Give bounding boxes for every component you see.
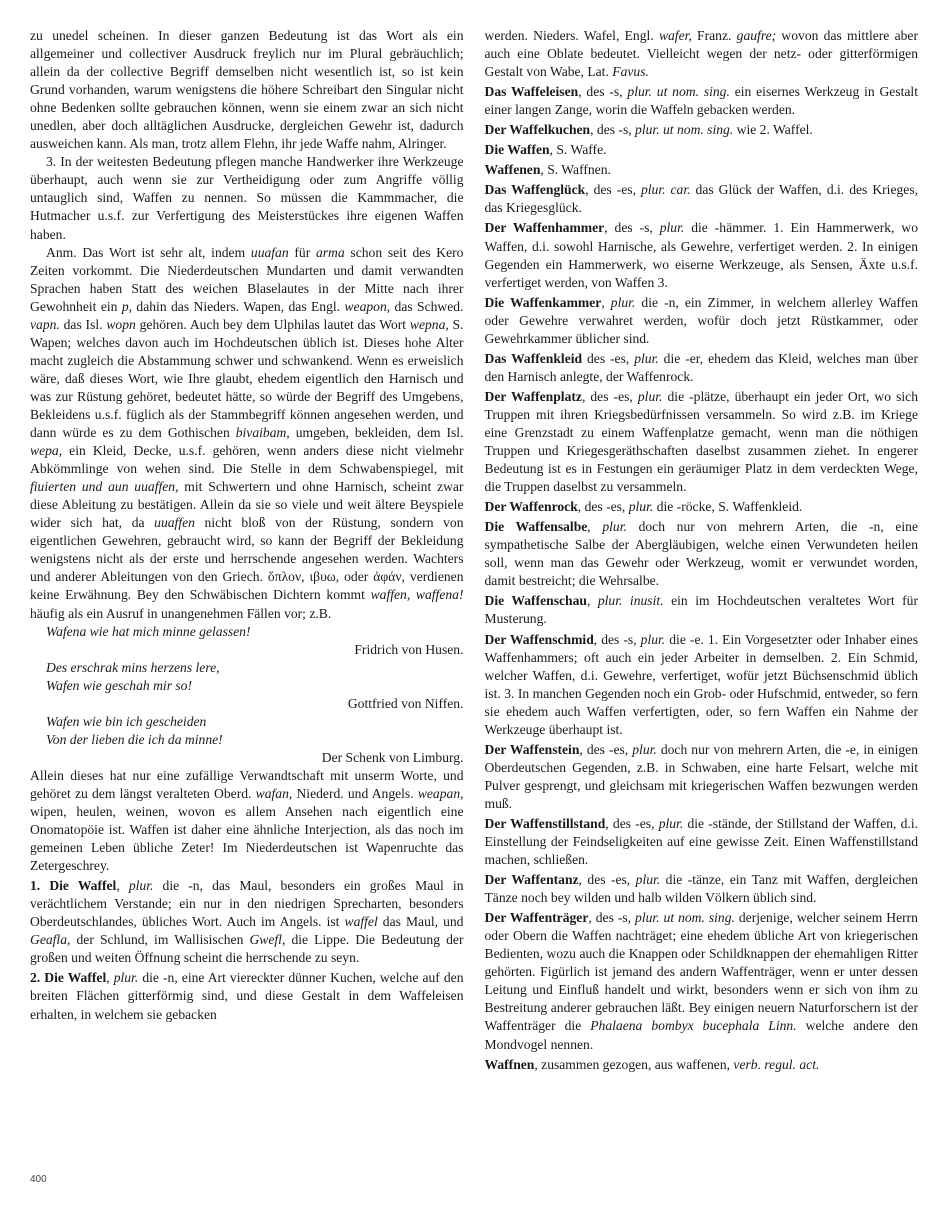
entry-headword: Die Waffensalbe xyxy=(484,519,588,535)
entry-headword: Die Waffenschau xyxy=(484,593,587,609)
verse-attribution: Fridrich von Husen. xyxy=(354,641,464,657)
entry-waffengluck: Das Waffenglück, des -es, plur. car. das Glück der Waffen, d.i. des Krieges, das Kriegesglück. xyxy=(484,182,919,216)
paragraph-sense-3: 3. In der weitesten Bedeutung pflegen manche Handwerker ihre Werkzeuge überhaupt, auch wenn sie zur Vertheidigung oder zum Angriffe völlig untauglich sind, Waffen zu nennen. So müssen die Kammmacher, die Hutmacher u.s.f. zur Verfertigung des Meisterstückes ihre eigenen Waffen haben. xyxy=(30,154,464,242)
entry-waffenhammer: Der Waffenhammer, des -s, plur. die -hämmer. 1. Ein Hammerwerk, wo Waffen, d.i. sowohl Harnische, als Gewehre, verfertiget werden. 2. In einigen Gegenden ein Hammerwerk, wo eiserne Werkzeuge, als Sensen, Äxte u.s.f. verfertiget werden, von Waffen 3. xyxy=(484,220,918,290)
entry-waffenrock: Der Waffenrock, des -es, plur. die -röcke, S. Waffenkleid. xyxy=(484,499,803,515)
entry-waffenkammer: Die Waffenkammer, plur. die -n, ein Zimmer, in welchem allerley Waffen oder Gewehre verwahret werden, wofür doch jetzt Rüstkammer, oder Gewehrkammer üblicher sind. xyxy=(484,294,919,346)
verse-attribution: Der Schenk von Limburg. xyxy=(321,749,464,765)
verse-attribution: Gottfried von Niffen. xyxy=(347,695,464,711)
paragraph-continuation: zu unedel scheinen. In dieser ganzen Bedeutung ist das Wort als ein allgemeiner und collectiver Ausdruck freylich nur im Plural gebräuchlich; allein da der collective Begriff demselben nicht wesentlich ist, so ist kein Grund vorhanden, warum wenigstens die höhere Schreibart den Singular nicht ohne Bedenken sollte gebrauchen können, wenn sie einem zwar an sich nicht unedlen, aber doch alltäglichen Ausdrucke, dergleichen Gewehr ist, dadurch ausweichen kann. Als man, trotz allem Flehn, ihr jede Waffe nahm, Alringer. xyxy=(30,28,464,152)
entry-continuation: werden. Nieders. Wafel, Engl. wafer, Franz. gaufre; wovon das mittlere aber auch eine Oblate bedeutet. Vielleicht wegen der netz- oder gitterförmigen Gestalt von Wabe, Lat. Favus. xyxy=(484,28,918,80)
entry-headword: Der Waffenplatz xyxy=(484,388,582,404)
entry-headword: Der Waffelkuchen xyxy=(484,122,591,138)
entry-headword: Der Waffenhammer xyxy=(484,220,605,236)
entry-headword: Das Waffenglück xyxy=(484,182,586,198)
annotation-paragraph: Anm. Das Wort ist sehr alt, indem uuafan für arma schon seit des Kero Zeiten vorkommt. Die Niederdeutschen Mundarten und damit verwandten Sprachen haben Statt des weichen Blaselautes in der Mitte nach ihrer Gewohnheit ein p, dahin das Nieders. Wapen, das Engl. weapon, das Schwed. vapn. das Isl. wopn gehören. Auch bey dem Ulphilas lautet das Wort wepna, S. Wapen; welches davon auch im Hochdeutschen üblich ist. Dieses hohe Alter macht zugleich die Abstammung schwer und schwankend. Wenn es erweislich wäre, daß dieses Wort, wie Ihre glaubt, ehedem eigentlich den Harnisch und was zur Rüstung gehöret, bedeutet hätte, so würde der Begriff des Umgebens, Bekleidens u.s.f. füglich als der Stammbegriff können angesehen werden, und dann würde es zu dem Gothischen bivaibam, umgeben, bekleiden, dem Isl. wepa, ein Kleid, Decke, u.s.f. gehören, wenn anders diese nicht vielmehr Abkömmlinge von wehen sind. Die Stelle in dem Schwabenspiegel, mit fiuierten und aun uuaffen, mit Schwertern und ohne Harnisch, scheint zwar diese Ableitung zu bestätigen. Allein da sie so viele und weit ältere Beyspiele wider sich hat, da uuaffen nicht bloß von der Rüstung, sondern von eigentlichen Gewehren, gebraucht wird, so kann der Begriff der Bekleidung wenigstens nicht als der erste und herrschende angesehen werden. Wachters und anderer Ableitungen von den Griech. ὅπλον, ιβυω, oder ἀφάν, verdienen keine Erwähnung. Bey den Schwäbischen Dichtern kommt waffen, waffena! häufig als ein Ausruf in unangenehmen Fällen vor; z.B. xyxy=(30,244,464,621)
entry-headword: Der Waffenstein xyxy=(484,741,580,757)
entry-waffel-2: 2. Die Waffel, plur. die -n, eine Art viereckter dünner Kuchen, welche auf den breiten Flächen gitterförmig sind, und diese Gestalt in dem Waffeleisen erhalten, in welchem sie gebacken xyxy=(30,970,464,1022)
entry-waffenplatz: Der Waffenplatz, des -es, plur. die -plätze, überhaupt ein jeder Ort, wo sich Truppen mit ihren Kriegsbedürfnissen versammeln. So wird z.B. im Kriege eine Grenzstadt zu einem Waffenplatze gemacht, wenn man die nöthigen Truppen und Kriegesgeräthschaften daselbst zusammen ziehet. In engerer Bedeutung ist es in Festungen ein geräumiger Platz in dem verdeckten Wege, die Truppen daselbst zu versammeln. xyxy=(484,388,918,495)
entry-headword: Waffnen xyxy=(484,1056,535,1072)
entry-headword: Das Waffenkleid xyxy=(484,350,583,366)
entry-headword: Der Waffenrock xyxy=(484,499,578,515)
entry-headword: 1. Die Waffel xyxy=(30,878,117,894)
entry-headword: Die Waffenkammer xyxy=(484,294,602,310)
entry-headword: Waffenen xyxy=(484,162,541,178)
entry-waffenen: Waffenen, S. Waffnen. xyxy=(484,162,611,178)
entry-waffensalbe: Die Waffensalbe, plur. doch nur von mehrern Arten, die -n, eine sympathetische Salbe der Abergläubigen, welche einen Verwundeten heilen soll, wenn man das Gewehr oder Werkzeug, womit er verwundet worden, damit bestreicht; die Wehrsalbe. xyxy=(484,519,919,589)
entry-headword: Das Waffeleisen xyxy=(484,84,579,100)
entry-waffenstillstand: Der Waffenstillstand, des -es, plur. die -stände, der Stillstand der Waffen, d.i. Einstellung der Feindseligkeiten auf eine gewisse Zeit. Einen Waffenstillstand machen, schließen. xyxy=(484,815,918,868)
entry-waffenkleid: Das Waffenkleid des -es, plur. die -er, ehedem das Kleid, welches man über den Harnisch anlegte, der Waffenrock. xyxy=(484,350,918,384)
entry-waffenschau: Die Waffenschau, plur. inusit. ein im Hochdeutschen veraltetes Wort für Musterung. xyxy=(484,593,918,627)
entry-headword: 2. Die Waffel xyxy=(30,970,107,986)
verse-quote: Des erschrak mins herzens lere, xyxy=(46,659,220,675)
left-column xyxy=(30,27,464,1177)
entry-headword: Der Waffenträger xyxy=(484,910,589,926)
paragraph-allein: Allein dieses hat nur eine zufällige Verwandtschaft mit unserm Worte, und gehöret zu dem längst veralteten Oberd. wafan, Niederd. und Angels. weapan, wipen, heulen, weinen, wovon es allem Ansehen nach eigentlich eine Onomatopöie ist. Waffen ist daher eine ähnliche Interjection, als das noch im gemeinen Leben übliche Zeter! Im Niederdeutschen ist Wapenruchte das Zetergeschrey. xyxy=(30,767,464,874)
page-number: 400 xyxy=(30,1174,47,1185)
verse-quote: Wafen wie bin ich gescheiden xyxy=(46,713,207,729)
entry-waffenschmid: Der Waffenschmid, des -s, plur. die -e. 1. Ein Vorgesetzter oder Inhaber eines Waffenhammers; oft auch ein jeder Arbeiter in demselben. 2. Ein Schmid, welcher Waffen, d.i. Gewehre, verfertiget, wofür jetzt Büchsenschmid üblich ist. 3. In manchen Gegenden noch ein Grob- oder Hufschmid, entweder, so fern sie ehedem auch Waffen verfertigten, oder, so fern Waffen ein Nahme der Werkzeuge überhaupt ist. xyxy=(484,631,919,737)
entry-waffnen: Waffnen, zusammen gezogen, aus waffenen, verb. regul. act. xyxy=(484,1056,820,1072)
entry-waffeleisen: Das Waffeleisen, des -s, plur. ut nom. sing. ein eisernes Werkzeug in Gestalt einer langen Zange, worin die Waffeln gebacken werden. xyxy=(484,84,918,118)
entry-headword: Der Waffenschmid xyxy=(484,631,594,647)
verse-quote: Wafena wie hat mich minne gelassen! xyxy=(46,623,251,639)
dictionary-page xyxy=(30,27,918,1177)
entry-die-waffen: Die Waffen, S. Waffe. xyxy=(484,142,607,158)
verse-quote: Von der lieben die ich da minne! xyxy=(46,731,223,747)
entry-waffel-1: 1. Die Waffel, plur. die -n, das Maul, besonders ein großes Maul in verächtlichem Verstande; ein nur in den niedrigen Sprecharten, besonders Oberdeutschlandes, übliches Wort. Auch im Angels. ist waffel das Maul, und Geafla, der Schlund, im Wallisischen Gwefl, die Lippe. Die Bedeutung der großen und weiten Öffnung scheint die herrschende zu seyn. xyxy=(30,878,464,966)
entry-headword: Der Waffentanz xyxy=(484,872,579,888)
entry-headword: Der Waffenstillstand xyxy=(484,815,606,831)
entry-headword: Die Waffen xyxy=(484,142,550,158)
right-column xyxy=(485,27,919,1177)
entry-waffentrager: Der Waffenträger, des -s, plur. ut nom. sing. derjenige, welcher seinem Herrn oder Obern die Waffen nachträget; eine ehedem übliche Art von kriegerischen Bedienten, wozu auch die Knappen oder Schildknappen der ehemahligen Ritter gehörten. Figürlich ist jemand des andern Waffenträger, wenn er unter dessen Leitung und Einfluß handelt und wirkt, besonders wenn er sich von ihm zu Bestreitung anderer gebrauchen läßt. Bey einigen neuern Naturforschern ist der Waffenträger die Phalaena bombyx bucephala Linn. welche andere den Mondvogel nennen. xyxy=(484,910,918,1052)
entry-waffelkuchen: Der Waffelkuchen, des -s, plur. ut nom. sing. wie 2. Waffel. xyxy=(484,122,813,138)
entry-waffenstein: Der Waffenstein, des -es, plur. doch nur von mehrern Arten, die -e, in einigen Oberdeutschen Gegenden, z.B. in Schwaben, eine harte Felsart, welche mit Pulver gesprengt, und gleichsam mit kriegerischen Waffen bezwungen werden muß. xyxy=(484,741,918,811)
entry-waffentanz: Der Waffentanz, des -es, plur. die -tänze, ein Tanz mit Waffen, dergleichen Tänze noch bey wilden und halb wilden Völkern üblich sind. xyxy=(484,872,918,906)
verse-quote: Wafen wie geschah mir so! xyxy=(46,677,192,693)
